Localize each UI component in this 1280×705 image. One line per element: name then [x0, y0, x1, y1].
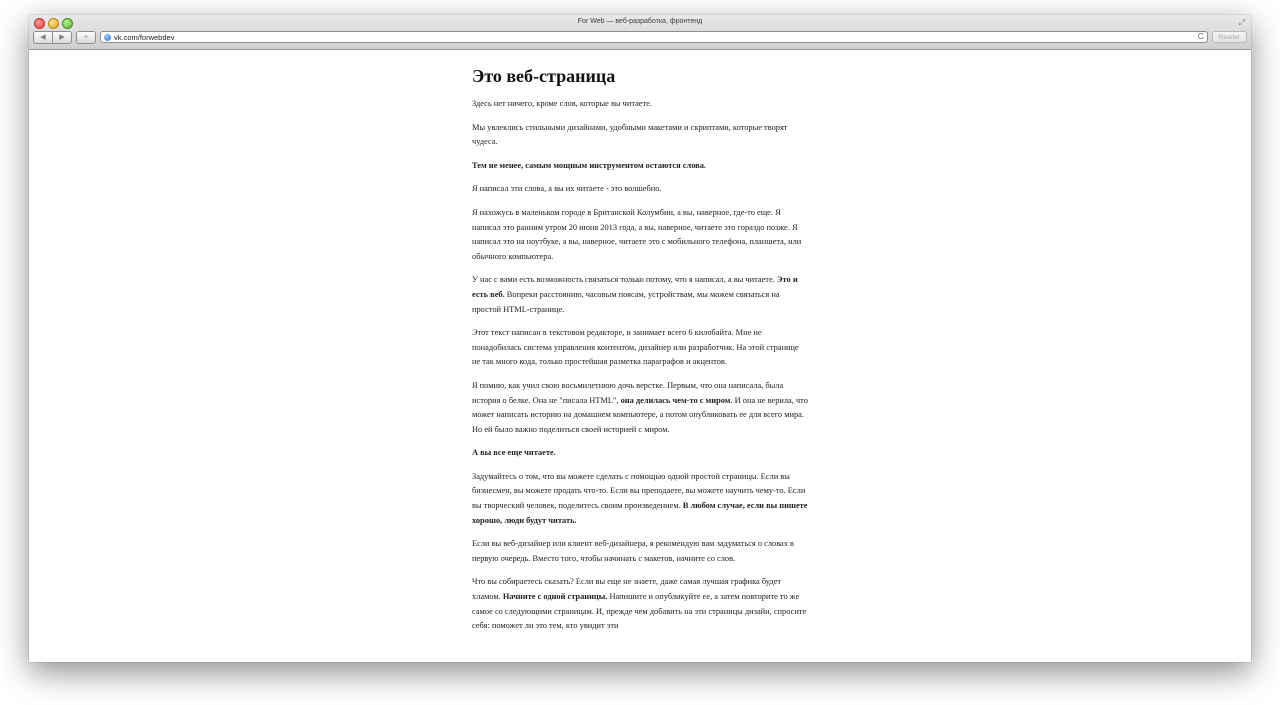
paragraph-8-text-b: . И она не верила, что может написать историю на домашнем компьютере, а потом опубликовать ее для всего мира. Но ей было важно поделиться своей историей с миром. [472, 395, 808, 434]
paragraph-5: Я нахожусь в маленьком городе в Британской Колумбии, а вы, наверное, где-то еще. Я написал это ранним утром 20 июня 2013 года, а вы, наверное, читаете это гораздо позже. Я написал это на ноутбуке, а вы, наверное, читаете это с мобильного телефона, планшета, или обычного компьютера. [472, 207, 802, 261]
fullscreen-icon[interactable]: ⤢ [1238, 18, 1245, 27]
paragraph-10 [472, 470, 808, 528]
paragraph-8-text-a: Я помню, как учил свою восьмилетнюю дочь верстке. Первым, что она написала, была история о белке. Она не "писала HTML", [472, 380, 784, 405]
nav-buttons [33, 31, 72, 44]
window-title: For Web — веб-разработка, фронтенд [577, 18, 703, 25]
paragraph-10-text-a: Задумайтесь о том, что вы можете сделать с помощью одной простой страницы. Если вы бизнесмен, вы можете продать что-то. Если вы преподаете, вы можете научить чему-то. Если вы творческий человек, поделитесь своим произведением. [472, 471, 806, 511]
paragraph-4: Я написал эти слова, а вы их читаете - это волшебно. [472, 184, 662, 194]
paragraph-9 [472, 446, 808, 461]
address-bar[interactable] [100, 31, 1208, 43]
page-content [29, 50, 1251, 662]
page-heading: Это веб-страница [472, 66, 616, 86]
paragraph-6 [472, 273, 808, 317]
paragraph-12-text-b: Напишите и опубликуйте ее, а затем повторите то же самое со следующими страницам. И, прежде чем добавить на эти страницы дизайн, спросите себя: поможет ли это тем, кто увидит эти [472, 592, 807, 631]
paragraph-3 [472, 159, 808, 174]
emphasis-text: А вы все еще читаете. [472, 448, 556, 458]
emphasis-text: Это и есть веб. [472, 275, 798, 299]
paragraph-6-text-b: Вопреки расстоянию, часовым поясам, устройствам, мы можем связаться на простой HTML-странице. [472, 289, 780, 314]
paragraph-12 [472, 575, 808, 633]
paragraph-7: Этот текст написан в текстовом редакторе, и занимает всего 6 килобайта. Мне не понадобилась система управления контентом, дизайнер или разработчик. На этой странице не так много кода, только простейшая разметка параграфов и акцентов. [472, 328, 799, 367]
back-button[interactable]: ◀ [33, 31, 53, 44]
paragraph-2: Мы увлеклись стильными дизайнами, удобными макетами и скриптами, которые творят чудеса. [472, 122, 788, 147]
url-text[interactable]: vk.com/forwebdev [114, 32, 175, 42]
emphasis-text: Начните с одной страницы. [502, 592, 608, 602]
browser-toolbar [33, 30, 1247, 44]
paragraph-12-text-a: Что вы собираетесь сказать? Если вы еще не знаете, даже самая лучшая графика будет хламом. [472, 577, 782, 602]
add-bookmark-button[interactable]: + [76, 31, 96, 44]
emphasis-text: В любом случае, если вы пишете хорошо, люди будут читать. [472, 501, 808, 525]
paragraph-6-text-a: У нас с вами есть возможность связаться только потому, что я написал, а вы читаете. [472, 275, 775, 285]
reload-icon[interactable]: C [1197, 32, 1204, 41]
paragraph-11: Если вы веб-дизайнер или клиент веб-дизайнера, я рекомендую вам задуматься о словах в первую очередь. Вместо того, чтобы начинать с макетов, начните со слов. [472, 539, 794, 563]
emphasis-text: она делилась чем-то с миром [620, 395, 731, 405]
article [472, 65, 808, 643]
globe-icon [104, 34, 111, 41]
paragraph-8 [472, 379, 808, 437]
emphasis-text: Тем не менее, самым мощным инструментом остаются слова. [472, 160, 706, 170]
title-bar [29, 15, 1251, 50]
paragraph-1: Здесь нет ничего, кроме слов, которые вы читаете. [472, 99, 652, 108]
forward-button[interactable]: ▶ [53, 31, 72, 44]
reader-button[interactable]: Reader [1212, 31, 1247, 43]
browser-window [29, 15, 1251, 662]
